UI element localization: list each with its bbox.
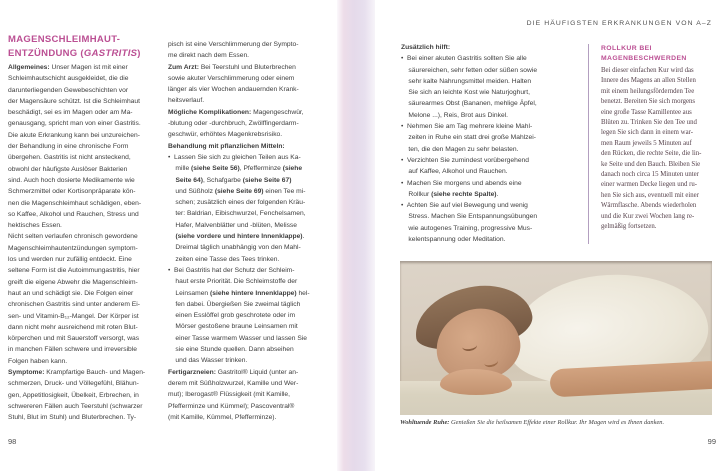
page-number-left: 98 — [8, 437, 17, 446]
article-heading: MAGENSCHLEIMHAUT- ENTZÜNDUNG (GASTRITIS) — [8, 34, 141, 59]
page-gutter — [337, 0, 375, 471]
sidebar-text: Bei dieser einfachen Kur wird das Innere des Magens an allen Stellen mit einem heilungsfördernden Tee benetzt. Bereiten Sie sich morgens eine große Tasse Kamillentee aus Blüten zu. Trinken Sie den Tee und legen Sie sich dann in einem war- men Raum jeweils 5 Minuten auf den Rücken, die rechte Seite, die lin- ke Seite und den Bauch. Bleiben Sie danach noch circa 15 Minuten unter einer warmen Decke liegen und ru- hen Sie sich aus, eventuell mit einer Wärmflasche. Abends wiederholen und die Kur zwei Wochen lang re- gelmäßig fortsetzen. — [601, 67, 702, 231]
column-divider — [588, 44, 589, 244]
page-number-right: 99 — [707, 437, 716, 446]
running-header: DIE HÄUFIGSTEN ERKRANKUNGEN VON A–Z — [526, 20, 712, 27]
photo-woman-resting — [400, 261, 712, 415]
photo-hand — [440, 369, 512, 395]
sidebar-heading: ROLLKUR BEI MAGENBESCHWERDEN — [601, 45, 687, 62]
left-page-column-2: pisch ist eine Verschlimmerung der Sympto- me direkt nach dem Essen. Zum Arzt: Bei Teerstuhl und Bluterbrechen sowie akuter Verschlimmerung oder einem länger als vier Wochen andauernden Krank- heitsverlauf. Mögliche Komplikationen: Magengeschwür, -blutung oder -durchbruch, Zwölffingerdarm- geschwür, erhöhtes Magenkrebsrisiko. Behandlung mit pflanzlichen Mitteln: • Lassen Sie sich zu gleichen Teilen aus Ka- mille (siehe Seite 56), Pfefferminze (siehe Seite 64), Schafgarbe (siehe Seite 67) und Süßholz (siehe Seite 69) einen Tee mi- schen; zusätzlich eines der folgenden Kräu- ter: Baldrian, Eibischwurzel, Fenchelsamen, Hafer, Malvenblätter und -blüten, Melisse (siehe vordere und hintere Innenklappe). Dreimal täglich unabhängig von den Mahl- zeiten eine Tasse des Tees trinken. • Bei Gastritis hat der Schutz der Schleim- haut erste Priorität. Die Schleimstoffe der Leinsamen (siehe hintere Innenklappe) hel- fen dabei. Übergießen Sie zweimal täglich einen Esslöffel grob geschrotete oder im Mörser gestoßene braune Leinsamen mit einer Tasse warmem Wasser und lassen Sie sie eine Stunde quellen. Dann abseihen und das Wasser trinken. Fertigarzneien: Gastritol® Liquid (unter an- derem mit Süßholzwurzel, Kamille und Wer- mut); Iberogast® Flüssigkeit (mit Kamille, Pfefferminze und Kümmel); Pascoventral® (mit Kamille, Kümmel, Pfefferminze). — [168, 41, 310, 421]
additional-help-column: Zusätzlich hilft: • Bei einer akuten Gastritis sollten Sie alle säurereichen, sehr fetten oder süßen sowie sehr kalte Nahrungsmittel meiden. Halten Sie sich an leichte Kost wie Naturjoghurt, säurearmes Obst (Bananen, mehlige Äpfel, Melone ...), Reis, Brot aus Dinkel. • Nehmen Sie am Tag mehrere kleine Mahl- zeiten in Ruhe ein statt drei große Mahlzei- ten, die den Magen zu sehr belasten. • Verzichten Sie zumindest vorübergehend auf Kaffee, Alkohol und Rauchen. • Machen Sie morgens und abends eine Rollkur (siehe rechte Spalte). • Achten Sie auf viel Bewegung und wenig Stress. Machen Sie Entspannungsübungen wie autogenes Training, progressive Mus- kelentspannung oder Meditation. — [401, 44, 538, 244]
left-page-column-1: Allgemeines: Unser Magen ist mit einer Schleimhautschicht ausgekleidet, die die darunterliegenden Gewebeschichten vor der Magensäure schützt. Ist die Schleimhaut beschädigt, sei es im Magen oder am Ma- genausgang, spricht man von einer Gastritis. Die akute Erkrankung kann bei unzureichen- der Behandlung in eine chronische Form übergehen. Gastritis ist nicht ansteckend, obwohl der häufigste Auslöser Bakterien sind. Auch hoch dosierte Medikamente wie Schmerzmittel oder Kortisonpräparate kön- nen die Magenschleimhaut schädigen, eben- so Kaffee, Alkohol und Rauchen, Stress und hektisches Essen. Nicht selten verlaufen chronisch gewordene Magenschleimhautentzündungen symptom- los und werden nur zufällig entdeckt. Eine seltene Form ist die Autoimmungastritis, hier greift die eigene Abwehr die Magenschleim- haut an und schädigt sie. Die Folgen einer chronischen Gastritis sind unter anderem Ei- sen- und Vitamin-B₁₂-Mangel. Der Körper ist dann nicht mehr ausreichend mit roten Blut- körperchen und mit Sauerstoff versorgt, was in manchen Fällen schwere und irreversible Folgen haben kann. Symptome: Krampfartige Bauch- und Magen- schmerzen, Druck- und Völlegefühl, Blähun- gen, Appetitlosigkeit, Übelkeit, Erbrechen, in schwereren Fällen auch Teerstuhl (schwarzer Stuhl, Blut im Stuhl) und Bluterbrechen. Ty- — [8, 64, 146, 422]
photo-caption: Wohltuende Ruhe: Genießen Sie die heilsamen Effekte einer Rollkur. Ihr Magen wird es Ihnen danken. — [400, 419, 665, 426]
